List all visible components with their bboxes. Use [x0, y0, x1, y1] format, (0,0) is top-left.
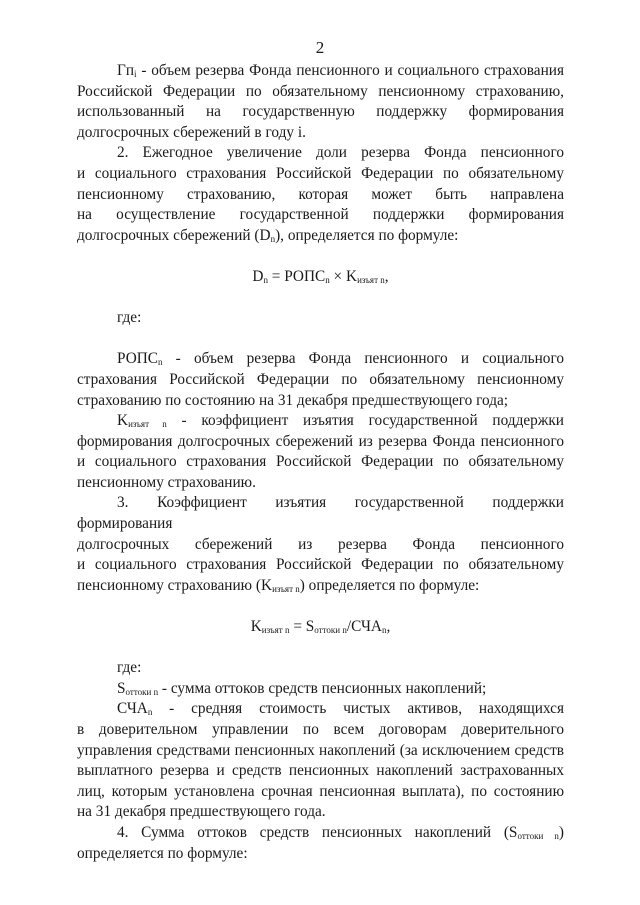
definition-s: $S_{оттоки n}$ - сумма оттоков средств пенсионных накоплений; [117, 679, 487, 697]
where-label-2: где: [117, 659, 142, 677]
document-body [77, 61, 564, 864]
formula-d: $D_n$ = $РОПС_n \times K_{изъят n}$, [252, 267, 389, 285]
paragraph-4: 4. Сумма оттоков средств пенсионных накоплений $(S_{оттоки n})$ определяется по формуле: [77, 823, 564, 862]
paragraph-2: 2. Ежегодное увеличение доли резерва Фонда пенсионного и социального страхования Российской Федерации по обязательному пенсионному страхованию, которая может быть направлена на осуществление государственной поддержки формирования долгосрочных сбережений $(D_n)$, определяется по формуле: [77, 144, 564, 244]
definition-scha: $СЧА_n$ - средняя стоимость чистых активов, находящихся в доверительном управлении по всем договорам доверительного управления средствами пенсионных накоплений (за исключением средств выплатного резерва и средств пенсионных накоплений застрахованных лиц, которым установлена срочная пенсионная выплата), по состоянию на 31 декабря предшествующего года. [77, 700, 564, 821]
paragraph-3: 3. Коэффициент изъятия государственной поддержки формирования долгосрочных сбережений из резерва Фонда пенсионного и социального страхования Российской Федерации по обязательному пенсионному страхованию $(K_{изъят n})$ определяется по формуле: [77, 494, 564, 594]
page-number: 2 [315, 38, 325, 57]
where-label: где: [117, 309, 142, 327]
definition-rops: $РОПС_n$ - объем резерва Фонда пенсионного и социального страхования Российской Федерации по обязательному пенсионному страхованию по состоянию на 31 декабря предшествующего года; [77, 350, 564, 409]
definition-k: $K_{изъят n}$ - коэффициент изъятия государственной поддержки формирования долгосрочных сбережений из резерва Фонда пенсионного и социального страхования Российской Федерации по обязательному пенсионному страхованию. [77, 412, 564, 491]
formula-k: $K_{изъят n} = S_{оттоки n}/СЧА_n$, [250, 618, 391, 636]
definition-gp: $Гп_i$ - объем резерва Фонда пенсионного и социального страхования Российской Федерации по обязательному пенсионному страхованию, использованный на государственную поддержку формирования долгосрочных сбережений в году i. [77, 62, 564, 141]
